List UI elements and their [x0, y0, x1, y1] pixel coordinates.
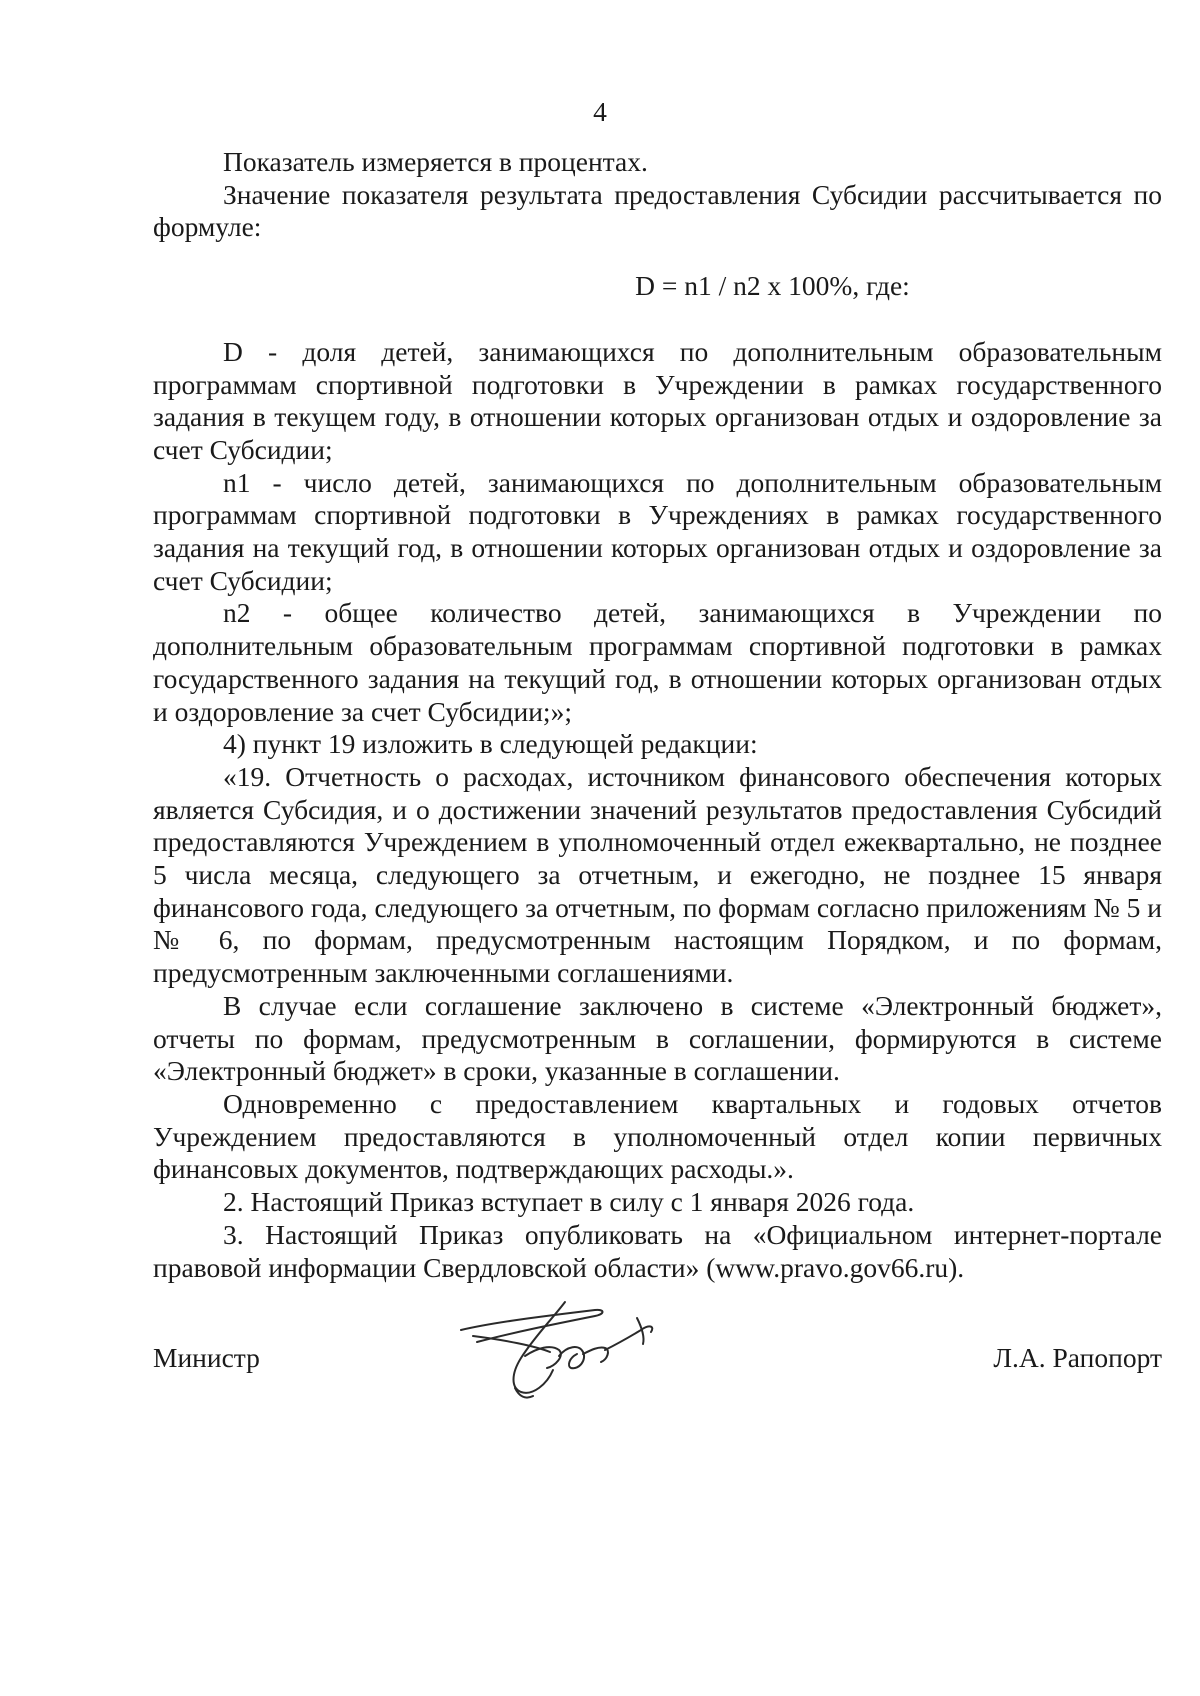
paragraph-effective-date: 2. Настоящий Приказ вступает в силу с 1 января 2026 года.: [223, 1186, 915, 1218]
page-number: 4: [593, 96, 607, 127]
paragraph-definition-n1: n1 - число детей, занимающихся по дополнительным образовательным программам спортивной подготовки в Учреждениях в рамках государственного задания на текущий год, в отношении которых организован отдых и оздоровление за счет Субсидии;: [153, 466, 1162, 596]
paragraph-clause-19: «19. Отчетность о расходах, источником финансового обеспечения которых является Субсидия, и о достижении значений результатов предоставления Субсидий предоставляются Учреждением в уполномоченный отдел ежеквартально, не позднее 5 числа месяца, следующего за отчетным, и ежегодно, не позднее 15 января финансового года, следующего за отчетным, по формам согласно приложениям № 5 и № 6, по формам, предусмотренным настоящим Порядком, и по формам, предусмотренным заключенными соглашениями.: [153, 760, 1162, 989]
paragraph-electronic-budget: В случае если соглашение заключено в системе «Электронный бюджет», отчеты по формам, предусмотренным в соглашении, формируются в системе «Электронный бюджет» в сроки, указанные в соглашении.: [153, 989, 1162, 1087]
signature-block: [153, 1342, 1162, 1382]
paragraph-primary-documents: Одновременно с предоставлением квартальных и годовых отчетов Учреждением предоставляются в уполномоченный отдел копии первичных финансовых документов, подтверждающих расходы.».: [153, 1087, 1162, 1185]
paragraph-definition-n2: n2 - общее количество детей, занимающихся в Учреждении по дополнительным образовательным программам спортивной подготовки в рамках государственного задания на текущий год, в отношении которых организован отдых и оздоровление за счет Субсидии;»;: [153, 597, 1162, 727]
paragraph-definition-d: D - доля детей, занимающихся по дополнительным образовательным программам спортивной подготовки в Учреждении в рамках государственного задания в текущем году, в отношении которых организован отдых и оздоровление за счет Субсидии;: [153, 335, 1162, 465]
signer-name: Л.А. Рапопорт: [993, 1342, 1162, 1373]
paragraph-publication: 3. Настоящий Приказ опубликовать на «Официальном интернет-портале правовой информации Свердловской области» (www.pravo.gov66.ru).: [153, 1218, 1162, 1283]
paragraph-measure-unit: Показатель измеряется в процентах.: [223, 146, 648, 177]
spacer: [153, 303, 1162, 336]
paragraph-formula-intro: Значение показателя результата предоставления Субсидии рассчитывается по формуле:: [153, 178, 1162, 243]
formula: D = n1 / n2 x 100%, где:: [635, 270, 910, 302]
signer-title: Министр: [153, 1342, 260, 1373]
spacer: [153, 244, 1162, 270]
paragraph-item-4: 4) пункт 19 изложить в следующей редакции:: [223, 728, 758, 760]
document-body: [153, 146, 1162, 1284]
